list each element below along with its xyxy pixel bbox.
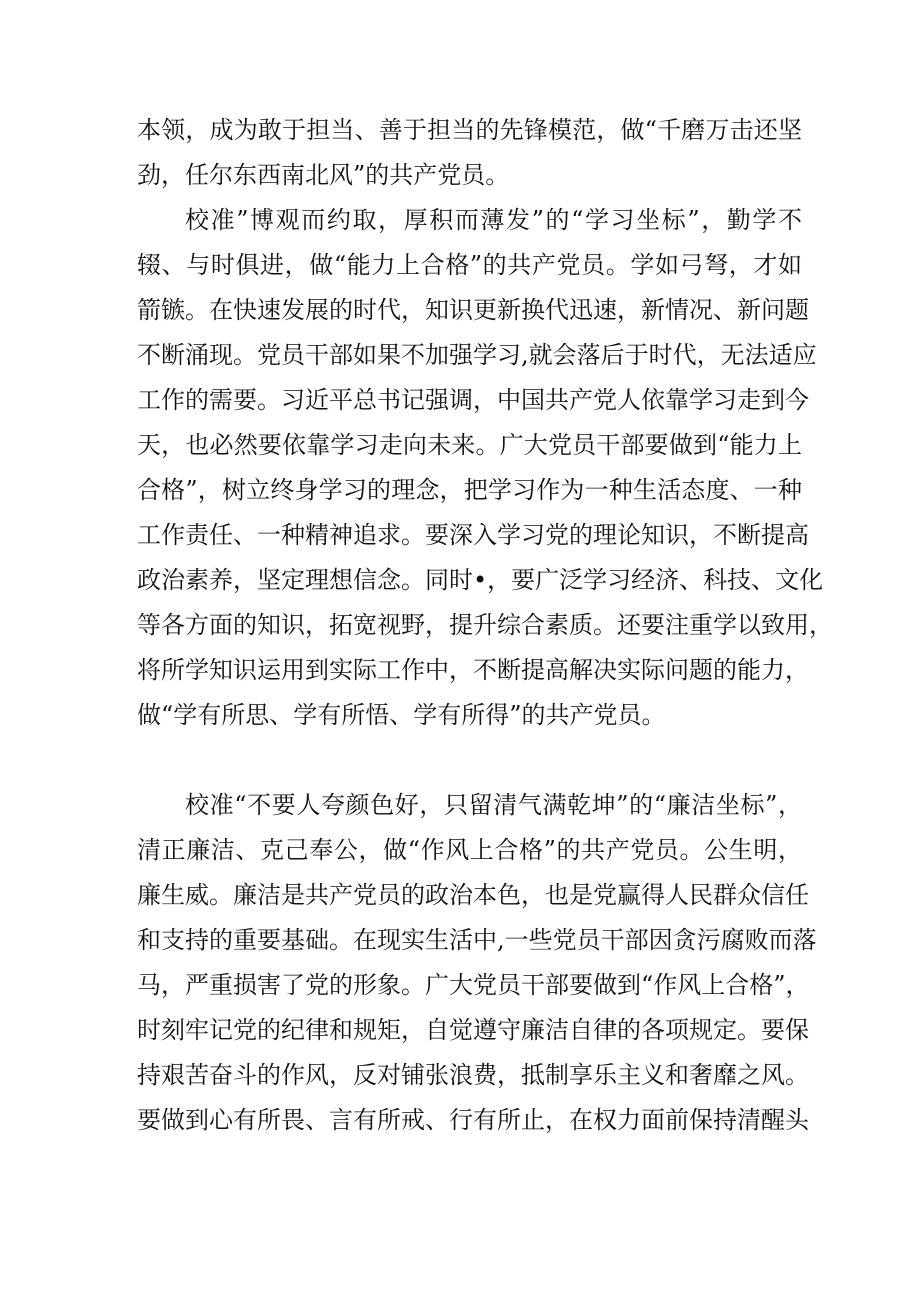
- paragraph-line: 做“学有所思、学有所悟、学有所得”的共产党员。: [137, 701, 666, 729]
- paragraph-line: 政治素养，坚定理想信念。同时•，要广泛学习经济、科技、文化: [137, 566, 824, 594]
- paragraph-line: 将所学知识运用到实际工作中，不断提高解决实际问题的能力，: [137, 656, 809, 684]
- paragraph-line: 等各方面的知识，拓宽视野，提升综合素质。还要注重学以致用，: [137, 611, 833, 639]
- paragraph-line: 天，也必然要依靠学习走向未来。广大党员干部要做到“能力上: [137, 431, 802, 459]
- paragraph-line: 本领，成为敢于担当、善于担当的先锋模范，做“千磨万击还坚: [137, 116, 802, 144]
- paragraph-line: 校准”博观而约取，厚积而薄发”的“学习坐标”，勤学不: [185, 206, 802, 234]
- paragraph-line: 和支持的重要基础。在现实生活中,一些党员干部因贪污腐败而落: [137, 926, 817, 954]
- paragraph-line: 工作责任、一种精神追求。要深入学习党的理论知识，不断提高: [137, 521, 809, 549]
- paragraph-line: 要做到心有所畏、言有所戒、行有所止，在权力面前保持清醒头: [137, 1106, 809, 1134]
- paragraph-3: [137, 783, 817, 1143]
- paragraph-line: 工作的需要。习近平总书记强调，中国共产党人依靠学习走到今: [137, 386, 809, 414]
- paragraph-line: 廉生威。廉洁是共产党员的政治本色，也是党赢得人民群众信任: [137, 881, 809, 909]
- paragraph-2: [137, 198, 833, 738]
- paragraph-line: 马，严重损害了党的形象。广大党员干部要做到“作风上合格”，: [137, 971, 810, 999]
- paragraph-line: 不断涌现。党员干部如果不加强学习,就会落后于时代，无法适应: [137, 341, 817, 369]
- paragraph-line: 校准“不要人夸颜色好，只留清气满乾坤”的“廉洁坐标”，: [185, 791, 802, 819]
- paragraph-1: [137, 108, 802, 198]
- paragraph-line: 时刻牢记党的纪律和规矩，自觉遵守廉洁自律的各项规定。要保: [137, 1016, 809, 1044]
- paragraph-line: 合格”，树立终身学习的理念，把学习作为一种生活态度、一种: [137, 476, 802, 504]
- paragraph-line: 劲，任尔东西南北风”的共产党员。: [137, 161, 510, 189]
- paragraph-line: 清正廉洁、克己奉公，做“作风上合格”的共产党员。公生明，: [137, 836, 802, 864]
- paragraph-line: 辍、与时俱进，做“能力上合格”的共产党员。学如弓弩，才如: [137, 251, 802, 279]
- paragraph-line: 箭镞。在快速发展的时代，知识更新换代迅速，新情况、新问题: [137, 296, 809, 324]
- paragraph-line: 持艰苦奋斗的作风，反对铺张浪费，抵制享乐主义和奢靡之风。: [137, 1061, 809, 1089]
